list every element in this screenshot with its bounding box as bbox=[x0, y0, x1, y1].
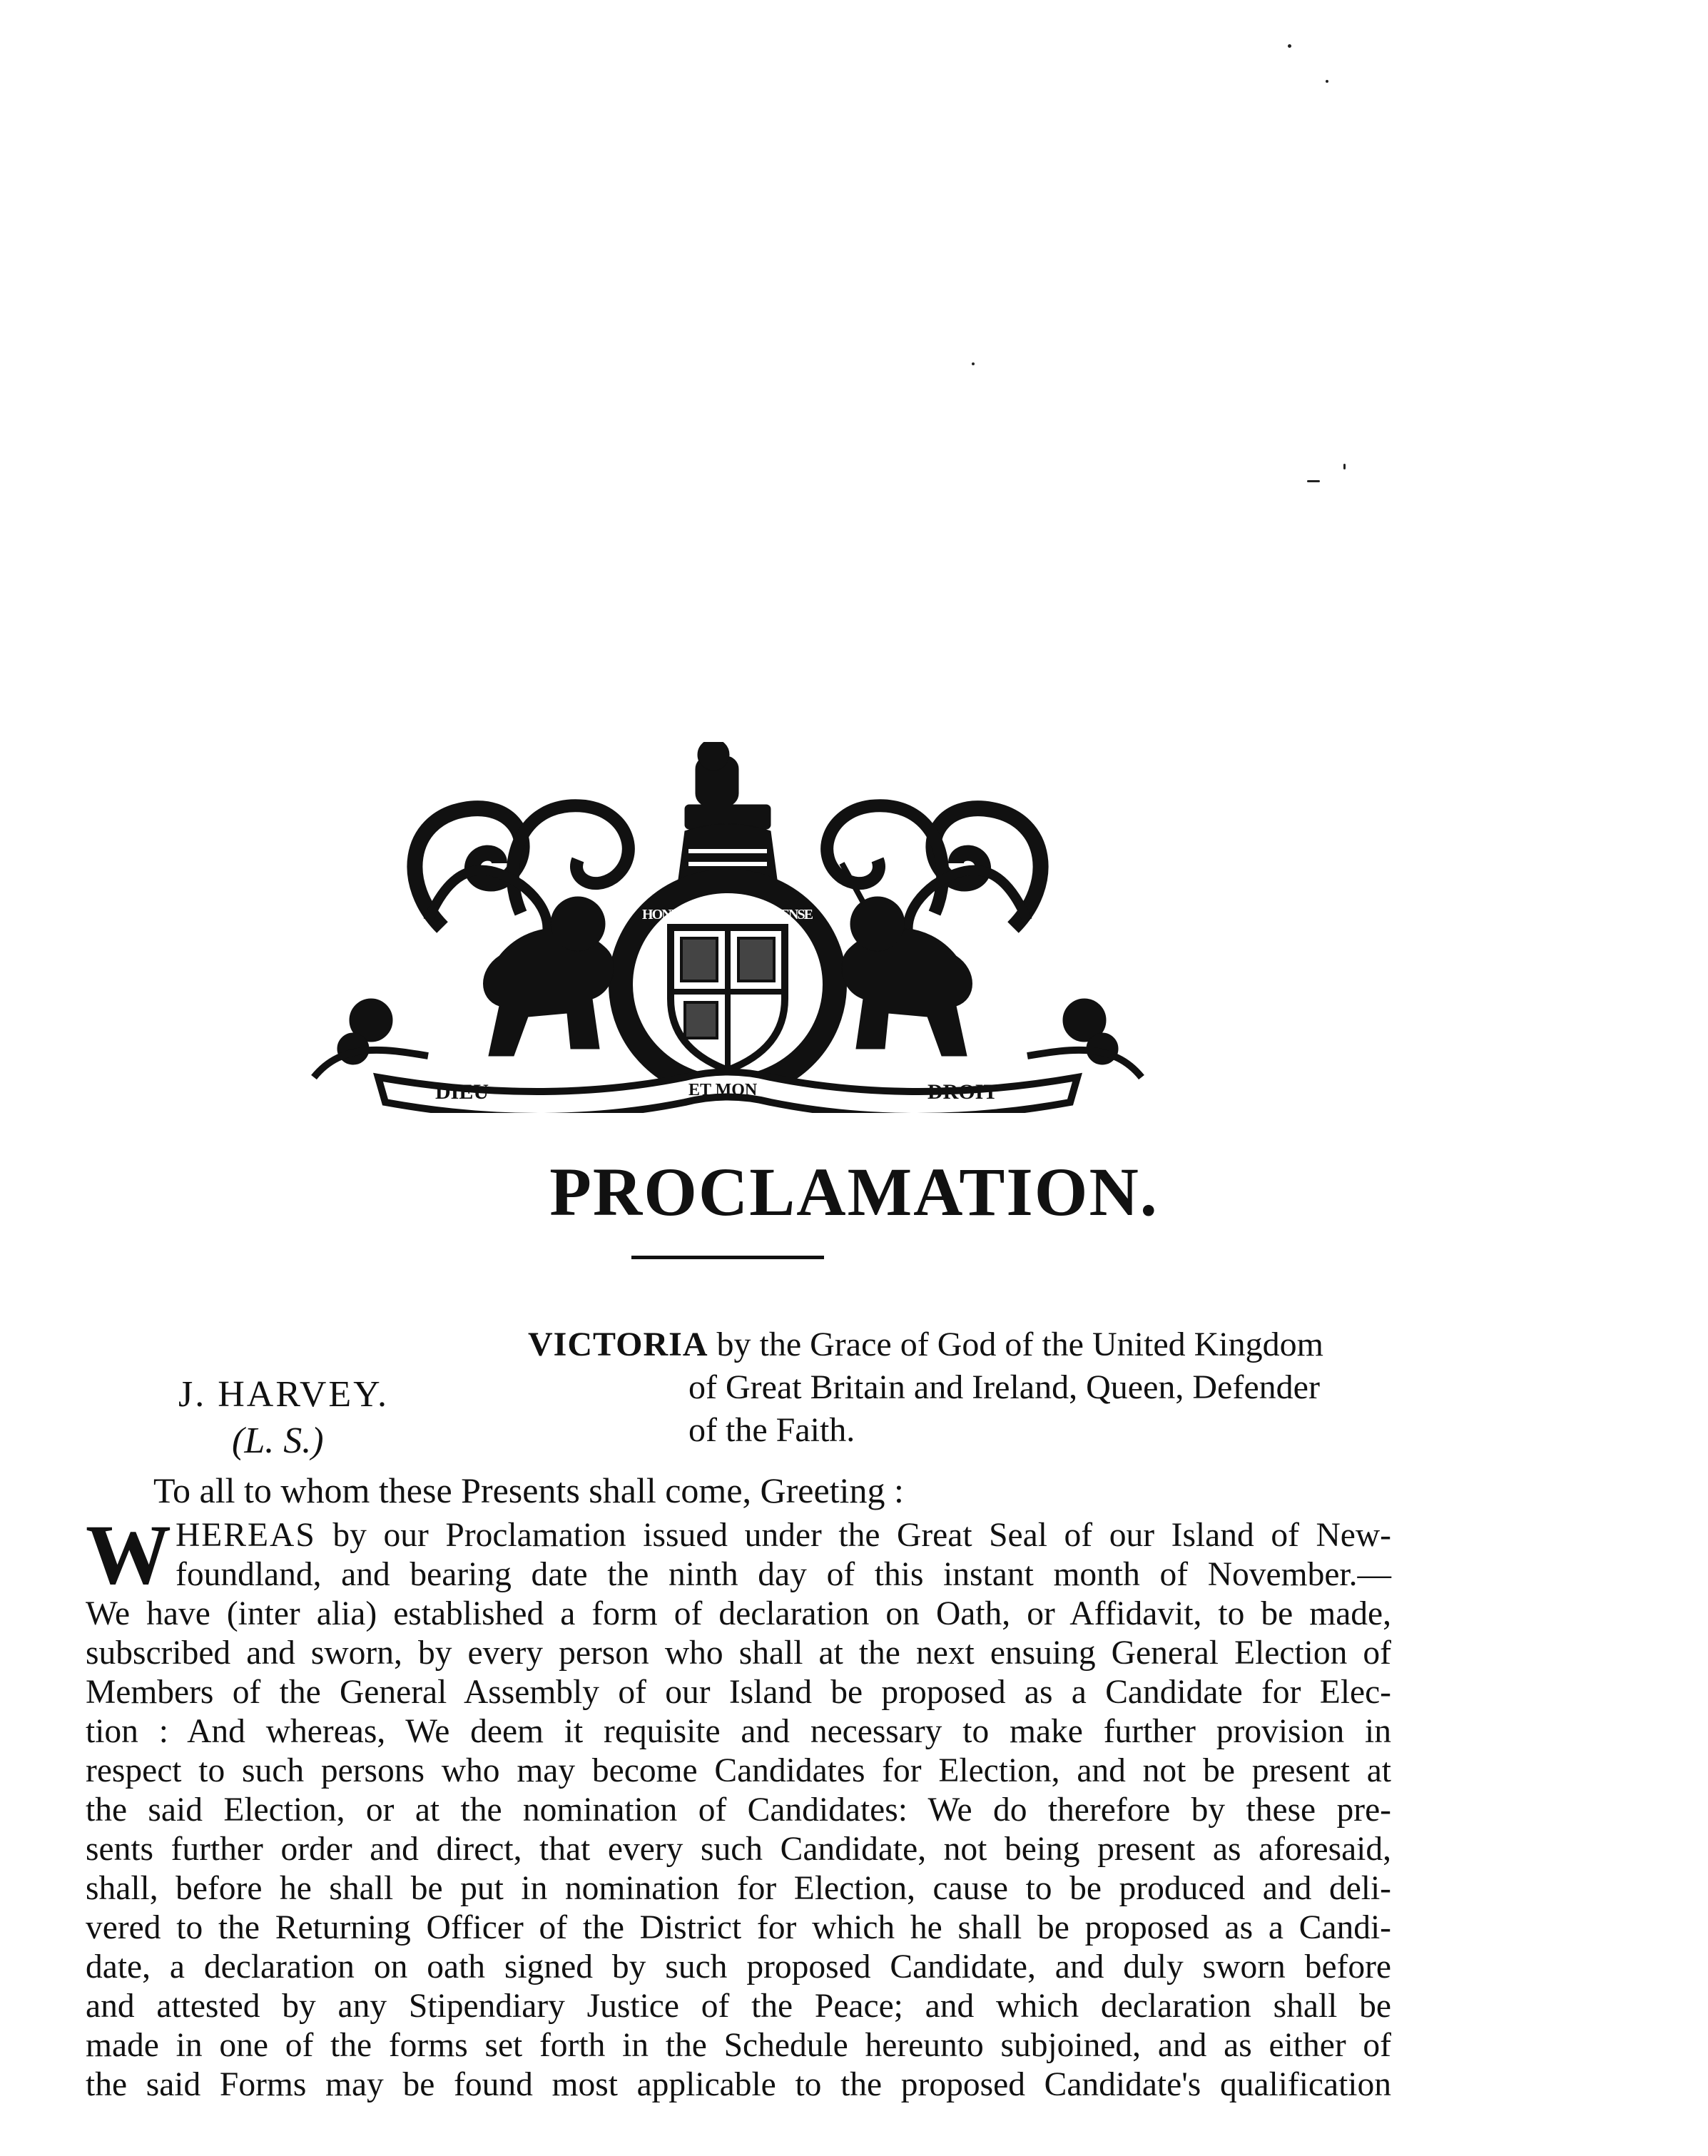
body-line-text: by our Proclamation issued under the Great Seal of our Island of New- bbox=[332, 1517, 1391, 1554]
motto-center: ET MON bbox=[688, 1081, 758, 1099]
garter-motto: HONI SOIT QUI MAL Y PENSE bbox=[642, 907, 813, 922]
title-divider bbox=[631, 1256, 824, 1259]
royal-coat-of-arms-icon bbox=[285, 742, 1170, 1113]
signature-block bbox=[178, 1373, 464, 1462]
body-line: vered to the Returning Officer of the District for which he shall be proposed as a Candi- bbox=[86, 1909, 1391, 1946]
page-title: PROCLAMATION. bbox=[549, 1154, 1159, 1230]
body-line: We have (inter alia) established a form of declaration on Oath, or Affidavit, to be made, bbox=[86, 1595, 1391, 1632]
motto-right: DROIT bbox=[927, 1080, 998, 1104]
body-line: date, a declaration on oath signed by such proposed Candidate, and duly sworn before bbox=[86, 1948, 1391, 1985]
body-line: and attested by any Stipendiary Justice of the Peace; and which declaration shall be bbox=[86, 1988, 1391, 2025]
drop-cap: W bbox=[86, 1507, 171, 1602]
sovereign-name: VICTORIA bbox=[528, 1326, 708, 1363]
royal-style-line-1-rest: by the Grace of God of the United Kingdom bbox=[716, 1326, 1323, 1363]
body-line: respect to such persons who may become Candidates for Election, and not be present at bbox=[86, 1752, 1391, 1789]
body-line: the said Forms may be found most applicable to the proposed Candidate's qualification bbox=[86, 2066, 1391, 2103]
body-line: foundland, and bearing date the ninth day of this instant month of November.— bbox=[176, 1556, 1391, 1593]
motto-left: DIEU bbox=[435, 1080, 489, 1104]
body-line: sents further order and direct, that every such Candidate, not being present as aforesaid, bbox=[86, 1831, 1391, 1868]
scan-speck bbox=[1343, 464, 1346, 469]
scan-speck bbox=[1326, 80, 1328, 83]
proclamation-body bbox=[86, 1507, 1391, 2105]
signer-name: J. HARVEY. bbox=[178, 1374, 390, 1415]
body-line: subscribed and sworn, by every person who shall at the next ensuing General Election of bbox=[86, 1634, 1391, 1672]
first-word: HEREAS bbox=[176, 1517, 316, 1554]
body-line: made in one of the forms set forth in the Schedule hereunto subjoined, and as either of bbox=[86, 2027, 1391, 2064]
royal-style-line-3: of the Faith. bbox=[688, 1411, 855, 1449]
scan-speck bbox=[1307, 480, 1320, 482]
body-line: tion : And whereas, We deem it requisite and necessary to make further provision in bbox=[86, 1713, 1391, 1750]
body-line: the said Election, or at the nomination of Candidates: We do therefore by these pre- bbox=[86, 1791, 1391, 1829]
seal-mark: (L. S.) bbox=[232, 1420, 324, 1461]
scan-speck bbox=[1288, 44, 1291, 48]
greeting: To all to whom these Presents shall come, Greeting : bbox=[153, 1470, 904, 1510]
royal-style-line-1 bbox=[528, 1323, 1434, 1366]
scan-speck bbox=[972, 362, 975, 365]
body-line: Members of the General Assembly of our Island be proposed as a Candidate for Elec- bbox=[86, 1674, 1391, 1711]
body-line bbox=[86, 1516, 1391, 1555]
body-line: shall, before he shall be put in nomination for Election, cause to be produced and deli- bbox=[86, 1870, 1391, 1907]
royal-style-line-2: of Great Britain and Ireland, Queen, Defender bbox=[688, 1368, 1320, 1406]
royal-style bbox=[528, 1323, 1434, 1452]
